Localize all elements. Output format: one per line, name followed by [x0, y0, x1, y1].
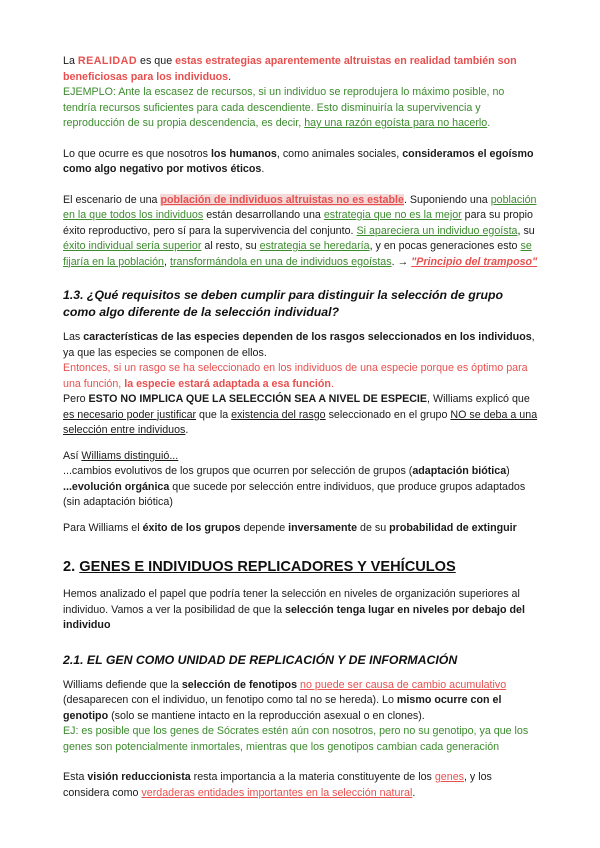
paragraph-hemos-analizado: Hemos analizado el papel que podría tener la selección en niveles de organización superiores al individuo. Vamos a ver la posibilidad de que la selección tenga lugar en niveles por debajo del individuo — [63, 588, 525, 631]
highlight-beneficiosas: estas estrategias aparentemente altruistas en realidad también son beneficiosas para los individuos — [63, 55, 517, 83]
heading-2-1: 2.1. EL GEN COMO UNIDAD DE REPLICACIÓN Y DE INFORMACIÓN — [63, 652, 458, 667]
paragraph-evolucion-organica: ...evolución orgánica que sucede por selección entre individuos, que produce grupos adaptados (sin adaptación biótica) — [63, 480, 526, 508]
principio-del-tramposo: "Principio del tramposo" — [411, 255, 538, 268]
paragraph-ejemplo: EJEMPLO: Ante la escasez de recursos, si un individuo se reprodujera lo máximo posible, no tendría recursos suficientes para cada descendiente. Esto disminuiría la supervivencia y reproducción de su propia descendencia, es decir, hay una razón egoísta para no hacerlo. — [63, 86, 505, 129]
paragraph-socrates: EJ: es posible que los genes de Sócrates estén aún con nosotros, pero no su genotipo, ya que los genes son potencialmente inmortales, mientras que los genotipos cambian cada generación — [63, 725, 529, 753]
paragraph-exito-grupos: Para Williams el éxito de los grupos depende inversamente de su probabilidad de extinguir — [63, 521, 517, 534]
keyword-realidad: REALIDAD — [77, 55, 138, 67]
paragraph-williams-defiende: Williams defiende que la selección de fenotipos no puede ser causa de cambio acumulativo (desaparecen con el individuo, un fenotipo como tal no se hereda). Lo mismo ocurre con el genotipo (solo se mantiene intacto en la reproducción asexual o en clones). — [63, 678, 507, 722]
heading-2: 2. GENES E INDIVIDUOS REPLICADORES Y VEHÍCULOS — [63, 559, 456, 575]
paragraph-entonces: Entonces, si un rasgo se ha seleccionado en los individuos de una especie porque es óptimo para una función, la especie estará adaptada a esa función. — [63, 362, 528, 390]
paragraph-escenario: El escenario de una población de individuos altruistas no es estable. Suponiendo una población en la que todos los individuos están desarrollando una estrategia que no es la mejor para su propio éxito reproductivo, pero sí para la supervivencia del conjunto. Si apareciera un individuo egoísta, su éxito individual sería superior al resto, su estrategia se heredaría, y en pocas generaciones esto se fijaría en la población, transformándola en una de individuos egoístas. → "Principio del tramposo" — [63, 193, 538, 268]
paragraph-vision-reduccionista: Esta visión reduccionista resta importancia a la materia constituyente de los genes, y los considera como verdaderas entidades importantes en la selección natural. — [63, 771, 492, 799]
paragraph-caracteristicas: Las características de las especies dependen de los rasgos seleccionados en los individuos, ya que las especies se componen de ellos. — [63, 331, 535, 359]
heading-1-3: 1.3. ¿Qué requisitos se deben cumplir para distinguir la selección de grupo como algo diferente de la selección individual? — [63, 288, 504, 319]
paragraph-humanos: Lo que ocurre es que nosotros los humanos, como animales sociales, consideramos el egoísmo como algo negativo por motivos éticos. — [63, 147, 534, 175]
paragraph-asi: Así Williams distinguió... — [63, 449, 179, 462]
paragraph-cambios-evolutivos: ...cambios evolutivos de los grupos que ocurren por selección de grupos (adaptación biótica) — [63, 465, 510, 477]
underline-razon-egoista: hay una razón egoísta para no hacerlo — [304, 117, 488, 129]
paragraph-pero: Pero ESTO NO IMPLICA QUE LA SELECCIÓN SEA A NIVEL DE ESPECIE, Williams explicó que es necesario poder justificar que la existencia del rasgo seleccionado en el grupo NO se deba a una selección entre individuos. — [63, 393, 538, 436]
paragraph-realidad: La REALIDAD es que estas estrategias aparentemente altruistas en realidad también son beneficiosas para los individuos. — [63, 55, 517, 83]
highlight-poblacion-no-estable: población de individuos altruistas no es estable — [160, 193, 404, 206]
